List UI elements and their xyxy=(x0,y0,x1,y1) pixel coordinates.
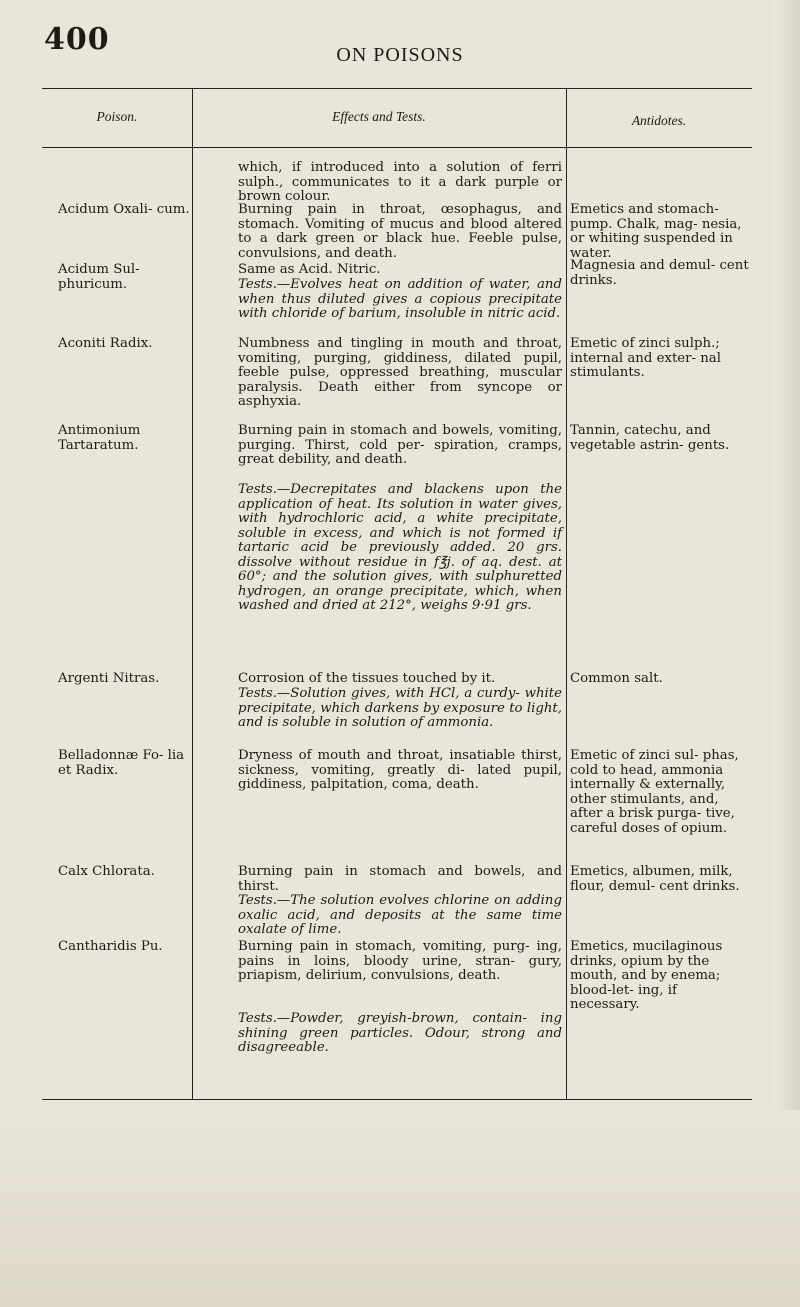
poisons-table xyxy=(42,88,752,1100)
antidote-acidum-sulphuricum: Magnesia and demul- cent drinks. xyxy=(570,258,749,288)
antidote-cantharidis: Emetics, mucilaginous drinks, opium by the mouth, and by enema; blood-let- ing, if necessary. xyxy=(570,939,723,1012)
effects-calx-chlorata: Burning pain in stomach and bowels, and thirst. xyxy=(238,864,562,894)
poison-acidum-oxalicum: Acidum Oxali- cum. xyxy=(58,202,190,217)
header-rule xyxy=(42,147,752,148)
antidote-belladonnae: Emetic of zinci sul- phas, cold to head, ammonia internally & externally, other stimulants, and, after a brisk purga- tive, careful doses of opium. xyxy=(570,748,739,836)
header-antidotes: Antidotes. xyxy=(631,113,687,128)
antidote-acidum-oxalicum: Emetics and stomach- pump. Chalk, mag- nesia, or whiting suspended in water. xyxy=(570,202,742,261)
poison-cantharidis: Cantharidis Pu. xyxy=(58,939,163,954)
header-poison: Poison. xyxy=(96,109,138,124)
poison-antimonium-tartaratum: Antimonium Tartaratum. xyxy=(58,423,141,453)
poison-acidum-sulphuricum: Acidum Sul- phuricum. xyxy=(58,262,140,292)
header-effects: Effects and Tests. xyxy=(332,109,426,124)
page-number: 400 xyxy=(44,22,110,57)
effects-cantharidis: Burning pain in stomach, vomiting, purg- ing, pains in loins, bloody urine, stran- gury, priapism, delirium, convulsions, death. xyxy=(238,939,562,983)
antidote-calx-chlorata: Emetics, albumen, milk, flour, demul- cent drinks. xyxy=(570,864,740,894)
effects-continuation: which, if introduced into a solution of ferri sulph., communicates to it a dark purple or brown colour. xyxy=(238,160,562,204)
page-bottom-shade xyxy=(0,1110,800,1307)
effects-belladonnae: Dryness of mouth and throat, insatiable thirst, sickness, vomiting, greatly di- lated pupil, giddiness, palpitation, coma, death. xyxy=(238,748,562,792)
tests-calx-chlorata: Tests.—The solution evolves chlorine on adding oxalic acid, and deposits at the same time oxalate of lime. xyxy=(238,893,562,937)
column-divider-2 xyxy=(566,89,567,1099)
tests-cantharidis: Tests.—Powder, greyish-brown, contain- ing shining green particles. Odour, strong and disagreeable. xyxy=(238,1011,562,1055)
poison-calx-chlorata: Calx Chlorata. xyxy=(58,864,155,879)
antidote-aconiti-radix: Emetic of zinci sulph.; internal and exter- nal stimulants. xyxy=(570,336,721,380)
effects-acidum-sulphuricum: Same as Acid. Nitric. xyxy=(238,262,381,277)
poison-belladonnae: Belladonnæ Fo- lia et Radix. xyxy=(58,748,185,778)
poison-aconiti-radix: Aconiti Radix. xyxy=(58,336,153,351)
effects-aconiti-radix: Numbness and tingling in mouth and throat, vomiting, purging, giddiness, dilated pupil, feeble pulse, oppressed breathing, muscular paralysis. Death either from syncope or asphyxia. xyxy=(238,336,562,409)
effects-antimonium-tartaratum: Burning pain in stomach and bowels, vomiting, purging. Thirst, cold per- spiration, cramps, great debility, and death. xyxy=(238,423,562,467)
poison-argenti-nitras: Argenti Nitras. xyxy=(58,671,160,686)
antidote-argenti-nitras: Common salt. xyxy=(570,671,663,686)
effects-acidum-oxalicum: Burning pain in throat, œsophagus, and stomach. Vomiting of mucus and blood altered to a dark green or black hue. Feeble pulse, convulsions, and death. xyxy=(238,202,562,261)
tests-acidum-sulphuricum: Tests.—Evolves heat on addition of water, and when thus diluted gives a copious precipitate with chloride of barium, insoluble in nitric acid. xyxy=(238,277,562,321)
tests-argenti-nitras: Tests.—Solution gives, with HCl, a curdy- white precipitate, which darkens by exposure to light, and is soluble in solution of ammonia. xyxy=(238,686,562,730)
antidote-antimonium-tartaratum: Tannin, catechu, and vegetable astrin- gents. xyxy=(570,423,730,453)
effects-argenti-nitras: Corrosion of the tissues touched by it. xyxy=(238,671,496,686)
running-head: ON POISONS xyxy=(336,44,464,66)
tests-antimonium-tartaratum: Tests.—Decrepitates and blackens upon the application of heat. Its solution in water gives, with hydrochloric acid, a white precipitate, soluble in excess, and which is not formed if tartaric acid be previously added. 20 grs. dissolve without residue in f℥j. of aq. dest. at 60°; and the solution gives, with sulphuretted hydrogen, an orange precipitate, which, when washed and dried at 212°, weighs 9·91 grs. xyxy=(238,482,562,613)
